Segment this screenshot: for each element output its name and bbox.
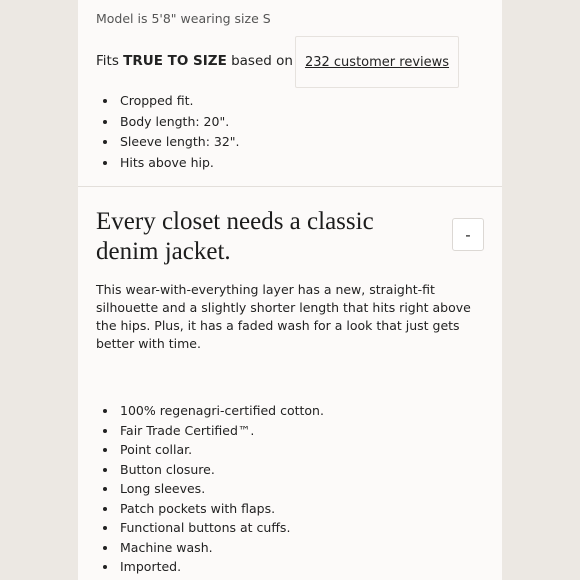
section-divider <box>78 186 502 187</box>
fit-detail-item: • Cropped fit. <box>118 91 240 112</box>
fit-emphasis: TRUE TO SIZE <box>123 53 227 69</box>
fit-detail-item: • Sleeve length: 32". <box>118 132 240 153</box>
product-details-panel <box>78 0 502 580</box>
feature-item: • Machine wash. <box>118 538 324 558</box>
reviews-link[interactable]: 232 customer reviews <box>304 54 450 70</box>
fit-detail-item: • Body length: 20". <box>118 112 240 133</box>
feature-item: • Long sleeves. <box>118 479 324 499</box>
minus-icon: - <box>465 225 471 244</box>
product-headline: Every closet needs a classic denim jacket. <box>96 208 374 265</box>
feature-item: • 100% regenagri-certified cotton. <box>118 401 324 421</box>
feature-item: • Patch pockets with flaps. <box>118 499 324 519</box>
fit-prefix: Fits <box>96 53 124 69</box>
fit-details-list <box>96 91 240 173</box>
feature-item: • Functional buttons at cuffs. <box>118 518 324 538</box>
model-size-note: Model is 5'8" wearing size S <box>96 11 271 26</box>
fit-detail-item: • Hits above hip. <box>118 153 240 174</box>
fit-summary <box>96 53 293 69</box>
feature-item: • Point collar. <box>118 440 324 460</box>
feature-list <box>96 401 324 577</box>
product-description: This wear-with-everything layer has a new, straight-fit silhouette and a slightly shorter length that hits right above the hips. Plus, it has a faded wash for a look that just gets better with time. <box>96 282 471 351</box>
collapse-toggle-button[interactable] <box>452 218 484 251</box>
feature-item: • Imported. <box>118 557 324 577</box>
reviews-button[interactable] <box>295 36 459 88</box>
fit-suffix: based on <box>226 53 293 69</box>
feature-item: • Fair Trade Certified™. <box>118 421 324 441</box>
feature-item: • Button closure. <box>118 460 324 480</box>
